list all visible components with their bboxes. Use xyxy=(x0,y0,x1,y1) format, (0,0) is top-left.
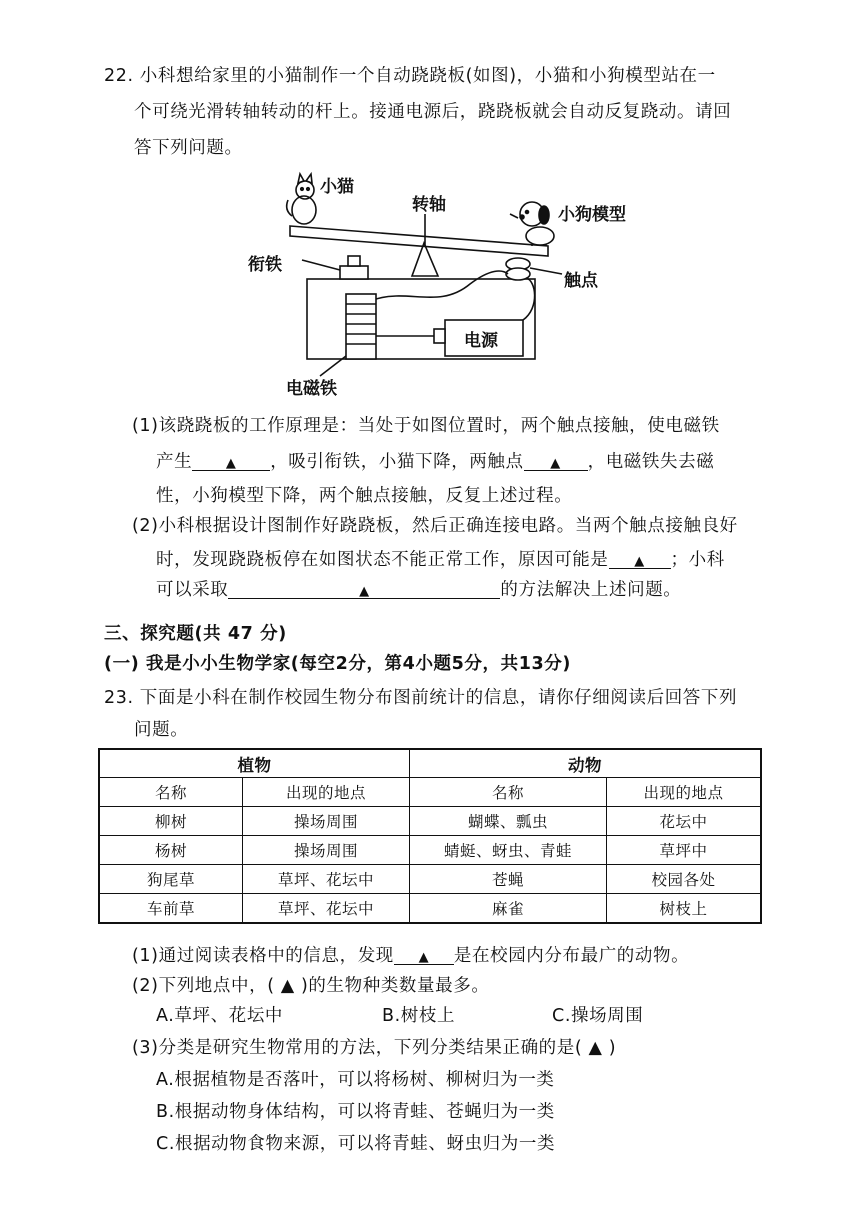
q22-stem-line2: 个可绕光滑转轴转动的杆上。接通电源后，跷跷板就会自动反复跷动。请回 xyxy=(134,102,732,122)
table-cell: 草坪中 xyxy=(607,836,762,865)
cat-figure xyxy=(287,174,316,224)
q22-part1-line2: 产生 ▲ ，吸引衔铁，小猫下降，两触点 ▲ ，电磁铁失去磁 xyxy=(156,452,715,472)
table-cell: 蝴蝶、瓢虫 xyxy=(410,807,607,836)
q22-stem-line3: 答下列问题。 xyxy=(134,138,243,158)
table-cell: 树枝上 xyxy=(607,894,762,924)
q22-part1-line3: 性，小狗模型下降，两个触点接触，反复上述过程。 xyxy=(156,486,573,506)
q23-part2-option-a[interactable]: A.草坪、花坛中 xyxy=(156,1006,284,1026)
column-header: 名称 xyxy=(99,778,243,807)
table-cell: 蜻蜓、蚜虫、青蛙 xyxy=(410,836,607,865)
table-cell: 杨树 xyxy=(99,836,243,865)
column-header: 出现的地点 xyxy=(607,778,762,807)
q23-part2-option-c[interactable]: C.操场周围 xyxy=(552,1006,644,1026)
armature-pointer xyxy=(302,260,340,270)
answer-blank[interactable]: ▲ xyxy=(228,578,500,599)
organism-table xyxy=(98,748,762,924)
table-cell: 草坪、花坛中 xyxy=(243,865,410,894)
q22-stem-line1: 22. 小科想给家里的小猫制作一个自动跷跷板(如图)，小猫和小狗模型站在一 xyxy=(104,66,716,86)
subsection-title: (一) 我是小小生物学家(每空2分，第4小题5分，共13分) xyxy=(104,654,571,674)
table-cell: 草坪、花坛中 xyxy=(243,894,410,924)
label-electromagnet: 电磁铁 xyxy=(286,379,337,399)
answer-blank[interactable]: ▲ xyxy=(524,450,588,471)
column-header: 名称 xyxy=(410,778,607,807)
power-terminal xyxy=(434,329,445,343)
q22-part2-line2: 时，发现跷跷板停在如图状态不能正常工作，原因可能是 ▲ ；小科 xyxy=(156,550,725,570)
answer-blank[interactable]: ▲ xyxy=(192,450,270,471)
q22-part1-line1: (1)该跷跷板的工作原理是：当处于如图位置时，两个触点接触，使电磁铁 xyxy=(132,416,720,436)
q23-stem-line2: 问题。 xyxy=(134,720,189,740)
electromagnet-coil xyxy=(346,294,376,359)
table-cell: 花坛中 xyxy=(607,807,762,836)
table-cell: 校园各处 xyxy=(607,865,762,894)
section-title: 三、探究题(共 47 分) xyxy=(104,624,287,644)
q23-part2-stem: (2)下列地点中，( ▲ )的生物种类数量最多。 xyxy=(132,976,490,996)
table-row xyxy=(99,836,761,865)
table-row xyxy=(99,894,761,924)
table-cell: 车前草 xyxy=(99,894,243,924)
label-axis: 转轴 xyxy=(412,195,446,215)
q23-part1: (1)通过阅读表格中的信息，发现 ▲ 是在校园内分布最广的动物。 xyxy=(132,946,690,966)
armature-rod xyxy=(348,256,360,266)
table-cell: 苍蝇 xyxy=(410,865,607,894)
dog-pointer xyxy=(510,214,518,218)
q23-part3-stem: (3)分类是研究生物常用的方法，下列分类结果正确的是( ▲ ) xyxy=(132,1038,617,1058)
header-plants: 植物 xyxy=(99,749,410,778)
table-group-header-row xyxy=(99,749,761,778)
header-animals: 动物 xyxy=(410,749,762,778)
label-contact: 触点 xyxy=(564,271,598,291)
q23-part3-option-c[interactable]: C.根据动物食物来源，可以将青蛙、蚜虫归为一类 xyxy=(156,1134,556,1154)
armature-block xyxy=(340,266,368,279)
q22-part2-line3: 可以采取 ▲ 的方法解决上述问题。 xyxy=(156,580,682,600)
table-cell: 柳树 xyxy=(99,807,243,836)
table-cell: 狗尾草 xyxy=(99,865,243,894)
label-power: 电源 xyxy=(464,331,498,351)
answer-blank[interactable]: ▲ xyxy=(394,944,454,965)
column-header: 出现的地点 xyxy=(243,778,410,807)
seesaw-plank xyxy=(290,226,548,256)
dog-figure xyxy=(520,202,554,246)
q23-stem-line1: 23. 下面是小科在制作校园生物分布图前统计的信息，请你仔细阅读后回答下列 xyxy=(104,688,738,708)
table-cell: 操场周围 xyxy=(243,807,410,836)
q23-part3-option-b[interactable]: B.根据动物身体结构，可以将青蛙、苍蝇归为一类 xyxy=(156,1102,555,1122)
seesaw-diagram xyxy=(240,168,640,398)
label-cat: 小猫 xyxy=(320,177,354,197)
table-row xyxy=(99,807,761,836)
table-cell: 操场周围 xyxy=(243,836,410,865)
q23-part2-option-b[interactable]: B.树枝上 xyxy=(382,1006,456,1026)
q22-part2-line1: (2)小科根据设计图制作好跷跷板，然后正确连接电路。当两个触点接触良好 xyxy=(132,516,738,536)
label-dog: 小狗模型 xyxy=(558,205,626,225)
table-cell: 麻雀 xyxy=(410,894,607,924)
q23-part3-option-a[interactable]: A.根据植物是否落叶，可以将杨树、柳树归为一类 xyxy=(156,1070,555,1090)
table-sub-header-row xyxy=(99,778,761,807)
contact-pointer xyxy=(530,268,562,274)
label-armature: 衔铁 xyxy=(248,255,282,275)
table-row xyxy=(99,865,761,894)
answer-blank[interactable]: ▲ xyxy=(609,548,671,569)
